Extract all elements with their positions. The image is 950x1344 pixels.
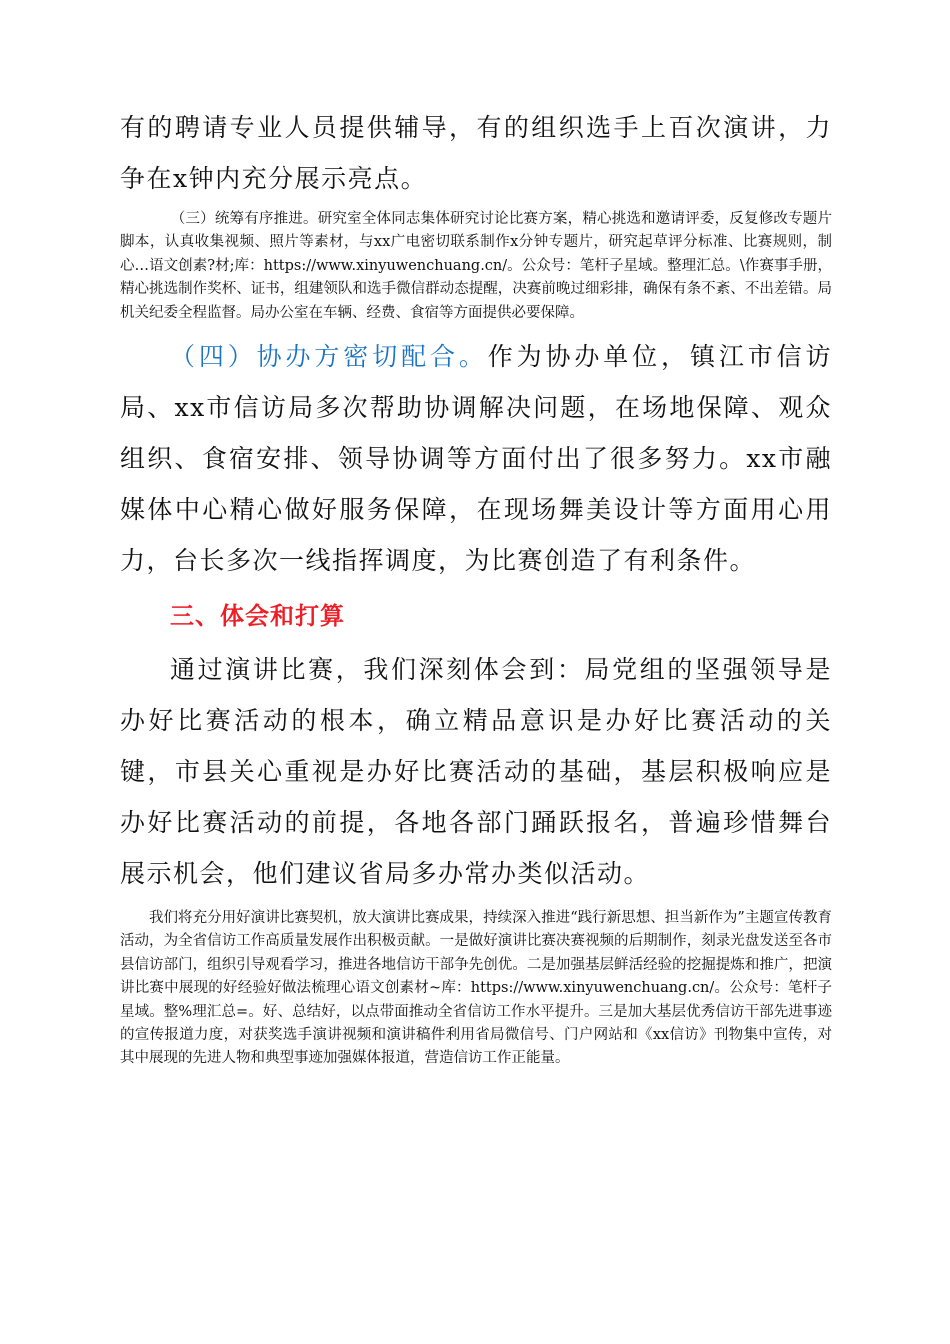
paragraph-coordination: （三）统筹有序推进。研究室全体同志集体研究讨论比赛方案，精心挑选和邀请评委，反复修改专题片脚本，认真收集视频、照片等素材，与xx广电密切联系制作x分钟专题片，研究起草评分标准、比赛规则，制心…语文创素?材;库：https://www.xinyuwenchuang.cn/。公众号：笔杆子星域。整理汇总。\作赛事手册，精心挑选制作奖杯、证书，组建领队和选手微信群动态提醒，决赛前晚过细彩排，确保有条不紊、不出差错。局机关纪委全程监督。局办公室在车辆、经费、食宿等方面提供必要保障。 xyxy=(120,211,832,321)
paragraph-cooperation xyxy=(120,331,832,586)
section-heading: 三、体会和打算 xyxy=(170,602,345,631)
paragraph-experience: 通过演讲比赛，我们深刻体会到：局党组的坚强领导是办好比赛活动的根本，确立精品意识是办好比赛活动的关键，市县关心重视是办好比赛活动的基础，基层积极响应是办好比赛活动的前提，各地各部门踊跃报名，普遍珍惜舞台展示机会，他们建议省局多办常办类似活动。 xyxy=(120,655,832,889)
paragraph-training: 有的聘请专业人员提供辅导，有的组织选手上百次演讲，力争在x钟内充分展示亮点。 xyxy=(120,113,832,193)
subheading-cooperation: （四）协办方密切配合。 xyxy=(170,342,488,372)
paragraph-plans: 我们将充分用好演讲比赛契机，放大演讲比赛成果，持续深入推进“践行新思想、担当新作为”主题宣传教育活动，为全省信访工作高质量发展作出积极贡献。一是做好演讲比赛决赛视频的后期制作，刻录光盘发送至各市县信访部门，组织引导观看学习，推进各地信访干部争先创优。二是加强基层鲜活经验的挖掘提炼和推广，把演讲比赛中展现的好经验好做法梳理心语文创素材~库：https://www.xinyuwenchuang.cn/。公众号：笔杆子星域。整%理汇总=。好、总结好，以点带面推动全省信访工作水平提升。三是加大基层优秀信访干部先进事迹的宣传报道力度，对获奖选手演讲视频和演讲稿件利用省局微信号、门户网站和《xx信访》刊物集中宣传，对其中展现的先进人物和典型事迹加强媒体报道，营造信访工作正能量。 xyxy=(120,910,832,1067)
paragraph-cooperation-body: 作为协办单位，镇江市信访局、xx市信访局多次帮助协调解决问题，在场地保障、观众组织、食宿安排、领导协调等方面付出了很多努力。xx市融媒体中心精心做好服务保障，在现场舞美设计等方面用心用力，台长多次一线指挥调度，为比赛创造了有利条件。 xyxy=(120,342,832,576)
document-page xyxy=(120,102,832,1071)
